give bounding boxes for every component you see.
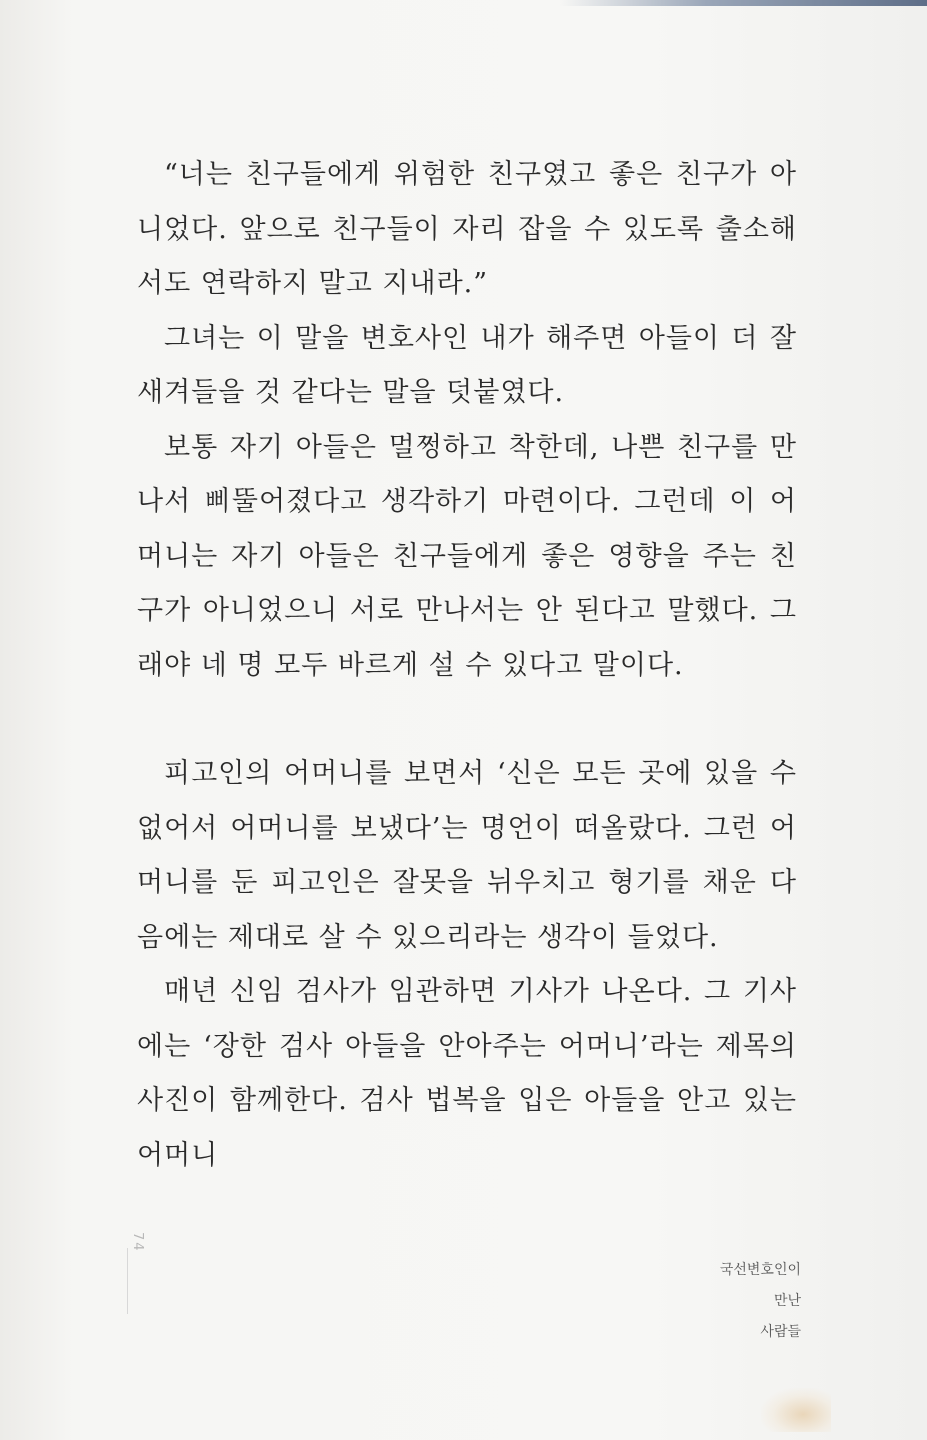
paragraph: 그녀는 이 말을 변호사인 내가 해주면 아들이 더 잘 새겨들을 것 같다는 말을 덧붙였다. xyxy=(137,322,797,408)
section-break xyxy=(137,693,797,747)
running-title-line: 국선변호인이 xyxy=(719,1262,801,1278)
paragraph: 매년 신임 검사가 임관하면 기사가 나온다. 그 기사에는 ‘장한 검사 아들을 안아주는 어머니’라는 제목의 사진이 함께한다. 검사 법복을 입은 아들을 안고 있는 어머니 xyxy=(137,976,797,1171)
running-title-line: 만난 xyxy=(773,1293,801,1309)
body-text xyxy=(137,148,797,1183)
paragraph: 보통 자기 아들은 멀쩡하고 착한데, 나쁜 친구를 만나서 삐뚤어졌다고 생각하기 마련이다. 그런데 이 어머니는 자기 아들은 친구들에게 좋은 영향을 주는 친구가 아니었으니 서로 만나서는 안 된다고 말했다. 그래야 네 명 모두 바르게 설 수 있다고 말이다. xyxy=(137,431,797,681)
corner-stain xyxy=(761,1388,831,1432)
page-edge-shadow xyxy=(560,0,927,6)
paragraph-quote: “너는 친구들에게 위험한 친구였고 좋은 친구가 아니었다. 앞으로 친구들이 자리 잡을 수 있도록 출소해서도 연락하지 말고 지내라.” xyxy=(137,159,797,299)
page-number: 74 xyxy=(130,1232,145,1253)
running-title xyxy=(720,1255,801,1348)
running-title-line: 사람들 xyxy=(760,1324,801,1340)
page-number-rule xyxy=(127,1248,128,1314)
paragraph: 피고인의 어머니를 보면서 ‘신은 모든 곳에 있을 수 없어서 어머니를 보냈다’는 명언이 떠올랐다. 그런 어머니를 둔 피고인은 잘못을 뉘우치고 형기를 채운 다음에는 제대로 살 수 있으리라는 생각이 들었다. xyxy=(137,758,797,953)
